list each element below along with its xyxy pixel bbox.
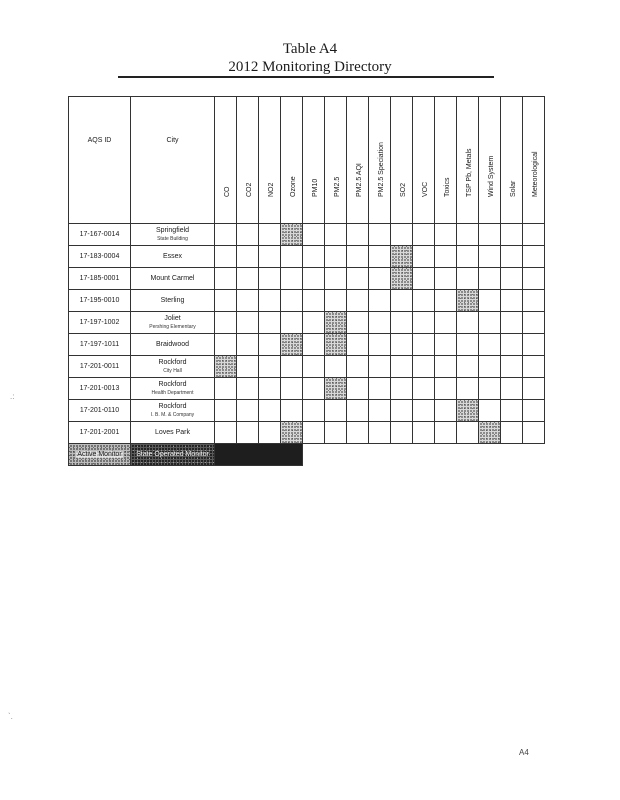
empty-cell <box>237 356 259 378</box>
empty-cell <box>347 334 369 356</box>
header-pollutant-label: NO2 <box>267 182 275 197</box>
empty-cell <box>303 378 325 400</box>
aqs-id-cell: 17-197-1011 <box>69 334 131 356</box>
empty-cell <box>369 290 391 312</box>
empty-cell <box>501 422 523 444</box>
city-cell <box>131 290 215 312</box>
empty-cell <box>523 422 545 444</box>
empty-cell <box>215 422 237 444</box>
empty-cell <box>259 422 281 444</box>
scan-speck: .: <box>10 392 15 401</box>
empty-cell <box>501 290 523 312</box>
city-name: Joliet <box>164 314 181 322</box>
city-location: Health Department <box>151 389 194 396</box>
empty-cell <box>369 312 391 334</box>
empty-cell <box>237 334 259 356</box>
empty-cell <box>413 268 435 290</box>
legend-blank <box>303 444 545 466</box>
table-row <box>69 224 545 246</box>
legend-active-swatch <box>69 444 131 466</box>
empty-cell <box>369 356 391 378</box>
empty-cell <box>281 378 303 400</box>
empty-cell <box>391 356 413 378</box>
empty-cell <box>347 224 369 246</box>
header-pollutant <box>523 97 545 224</box>
empty-cell <box>391 334 413 356</box>
city-cell <box>131 400 215 422</box>
empty-cell <box>501 268 523 290</box>
empty-cell <box>259 356 281 378</box>
empty-cell <box>281 312 303 334</box>
city-cell <box>131 224 215 246</box>
empty-cell <box>501 356 523 378</box>
monitor-mark-cell <box>391 246 413 268</box>
table-row <box>69 334 545 356</box>
empty-cell <box>215 400 237 422</box>
city-cell <box>131 268 215 290</box>
city-name: Essex <box>162 252 183 260</box>
empty-cell <box>303 422 325 444</box>
empty-cell <box>457 356 479 378</box>
empty-cell <box>347 268 369 290</box>
legend-row <box>69 444 545 466</box>
empty-cell <box>369 268 391 290</box>
empty-cell <box>369 400 391 422</box>
empty-cell <box>391 378 413 400</box>
empty-cell <box>347 400 369 422</box>
aqs-id-cell: 17-195-0010 <box>69 290 131 312</box>
empty-cell <box>435 422 457 444</box>
header-pollutant-label: SO2 <box>399 182 407 197</box>
empty-cell <box>523 224 545 246</box>
empty-cell <box>237 246 259 268</box>
empty-cell <box>259 290 281 312</box>
empty-cell <box>303 356 325 378</box>
empty-cell <box>347 312 369 334</box>
empty-cell <box>303 334 325 356</box>
empty-cell <box>281 356 303 378</box>
header-pollutant-label: Ozone <box>289 176 297 197</box>
empty-cell <box>325 356 347 378</box>
empty-cell <box>435 378 457 400</box>
table-row <box>69 378 545 400</box>
title-block <box>0 40 620 76</box>
empty-cell <box>413 290 435 312</box>
monitor-mark-cell <box>391 268 413 290</box>
table-row <box>69 290 545 312</box>
empty-cell <box>413 312 435 334</box>
empty-cell <box>457 422 479 444</box>
city-cell <box>131 356 215 378</box>
empty-cell <box>347 378 369 400</box>
header-pollutant-label: Meteorological <box>531 151 539 197</box>
empty-cell <box>369 334 391 356</box>
header-pollutant <box>479 97 501 224</box>
empty-cell <box>413 378 435 400</box>
city-location: City Hall <box>163 367 182 374</box>
header-pollutant-label: PM2.5 Speciation <box>377 142 385 197</box>
monitoring-directory-table <box>68 96 545 466</box>
page-number: A4 <box>519 748 529 757</box>
empty-cell <box>303 400 325 422</box>
empty-cell <box>479 268 501 290</box>
empty-cell <box>413 356 435 378</box>
header-pollutant-label: VOC <box>421 181 429 197</box>
empty-cell <box>435 312 457 334</box>
empty-cell <box>501 224 523 246</box>
city-cell <box>131 334 215 356</box>
table-subtitle: 2012 Monitoring Directory <box>228 59 392 75</box>
empty-cell <box>325 224 347 246</box>
empty-cell <box>457 312 479 334</box>
city-name: Mount Carmel <box>150 274 195 282</box>
header-pollutant-label: Toxics <box>443 177 451 197</box>
empty-cell <box>523 400 545 422</box>
empty-cell <box>457 268 479 290</box>
empty-cell <box>413 246 435 268</box>
empty-cell <box>259 246 281 268</box>
empty-cell <box>391 224 413 246</box>
monitor-mark-cell <box>281 422 303 444</box>
empty-cell <box>523 290 545 312</box>
empty-cell <box>479 400 501 422</box>
header-pollutant-label: Solar <box>509 180 517 197</box>
empty-cell <box>369 378 391 400</box>
empty-cell <box>237 312 259 334</box>
header-pollutant <box>215 97 237 224</box>
empty-cell <box>523 268 545 290</box>
empty-cell <box>479 356 501 378</box>
empty-cell <box>369 224 391 246</box>
header-pollutant <box>259 97 281 224</box>
city-name: Loves Park <box>154 428 191 436</box>
empty-cell <box>479 246 501 268</box>
table-row <box>69 246 545 268</box>
empty-cell <box>523 312 545 334</box>
empty-cell <box>501 334 523 356</box>
header-pollutant <box>325 97 347 224</box>
table-row <box>69 356 545 378</box>
empty-cell <box>457 378 479 400</box>
empty-cell <box>325 290 347 312</box>
empty-cell <box>501 312 523 334</box>
monitor-mark-cell <box>457 290 479 312</box>
empty-cell <box>435 334 457 356</box>
header-pollutant-label: PM2.5 AQI <box>355 163 363 197</box>
empty-cell <box>391 290 413 312</box>
empty-cell <box>523 356 545 378</box>
table-title: Table A4 <box>282 41 338 57</box>
monitor-mark-cell <box>479 422 501 444</box>
empty-cell <box>325 268 347 290</box>
empty-cell <box>435 290 457 312</box>
empty-cell <box>479 224 501 246</box>
empty-cell <box>237 400 259 422</box>
empty-cell <box>215 246 237 268</box>
header-pollutant <box>237 97 259 224</box>
header-pollutant <box>303 97 325 224</box>
monitor-mark-cell <box>281 334 303 356</box>
empty-cell <box>435 268 457 290</box>
city-name: Braidwood <box>155 340 190 348</box>
city-name: Sterling <box>160 296 185 304</box>
city-location: State Building <box>157 235 188 242</box>
header-pollutant-label: PM10 <box>311 178 319 197</box>
aqs-id-cell: 17-201-0110 <box>69 400 131 422</box>
header-city: City <box>131 97 215 224</box>
aqs-id-cell: 17-201-0013 <box>69 378 131 400</box>
monitor-mark-cell <box>215 356 237 378</box>
empty-cell <box>259 334 281 356</box>
empty-cell <box>281 268 303 290</box>
empty-cell <box>413 422 435 444</box>
header-pollutant <box>391 97 413 224</box>
empty-cell <box>435 400 457 422</box>
header-row <box>69 97 545 224</box>
city-name: Rockford <box>158 358 187 366</box>
empty-cell <box>523 246 545 268</box>
aqs-id-cell: 17-183-0004 <box>69 246 131 268</box>
table-row <box>69 268 545 290</box>
scan-speck: `. <box>8 712 13 721</box>
empty-cell <box>413 334 435 356</box>
header-pollutant <box>457 97 479 224</box>
empty-cell <box>281 400 303 422</box>
city-cell <box>131 422 215 444</box>
empty-cell <box>281 246 303 268</box>
header-pollutant-label: PM2.5 <box>333 176 341 197</box>
header-pollutant <box>347 97 369 224</box>
empty-cell <box>457 334 479 356</box>
empty-cell <box>259 378 281 400</box>
empty-cell <box>215 268 237 290</box>
header-pollutant-label: CO <box>223 186 231 197</box>
city-location: Pershing Elementary <box>149 323 196 330</box>
empty-cell <box>303 312 325 334</box>
empty-cell <box>347 246 369 268</box>
table-row <box>69 400 545 422</box>
monitor-mark-cell <box>325 334 347 356</box>
aqs-id-cell: 17-201-0011 <box>69 356 131 378</box>
empty-cell <box>303 290 325 312</box>
city-location: I. B. M. & Company <box>150 411 195 418</box>
empty-cell <box>281 290 303 312</box>
empty-cell <box>369 422 391 444</box>
empty-cell <box>303 268 325 290</box>
empty-cell <box>501 400 523 422</box>
empty-cell <box>325 246 347 268</box>
empty-cell <box>479 290 501 312</box>
empty-cell <box>391 312 413 334</box>
empty-cell <box>215 378 237 400</box>
empty-cell <box>501 246 523 268</box>
monitor-mark-cell <box>325 378 347 400</box>
empty-cell <box>369 246 391 268</box>
header-pollutant <box>501 97 523 224</box>
header-pollutant <box>281 97 303 224</box>
empty-cell <box>237 378 259 400</box>
empty-cell <box>479 378 501 400</box>
empty-cell <box>215 224 237 246</box>
empty-cell <box>413 224 435 246</box>
empty-cell <box>523 334 545 356</box>
city-name: Rockford <box>158 402 187 410</box>
empty-cell <box>325 422 347 444</box>
table-row <box>69 312 545 334</box>
city-cell <box>131 378 215 400</box>
empty-cell <box>413 400 435 422</box>
empty-cell <box>479 312 501 334</box>
legend-state-swatch <box>131 444 215 466</box>
empty-cell <box>347 422 369 444</box>
aqs-id-cell: 17-167-0014 <box>69 224 131 246</box>
monitor-mark-cell <box>281 224 303 246</box>
legend-state-label: State Operated Monitor <box>136 451 209 458</box>
city-name: Rockford <box>158 380 187 388</box>
empty-cell <box>347 290 369 312</box>
header-pollutant-label: TSP Pb, Metals <box>465 148 473 197</box>
table-row <box>69 422 545 444</box>
empty-cell <box>391 400 413 422</box>
header-aqs-id: AQS ID <box>69 97 131 224</box>
empty-cell <box>523 378 545 400</box>
empty-cell <box>215 334 237 356</box>
aqs-id-cell: 17-185-0001 <box>69 268 131 290</box>
aqs-id-cell: 17-201-2001 <box>69 422 131 444</box>
empty-cell <box>237 290 259 312</box>
header-pollutant <box>435 97 457 224</box>
empty-cell <box>479 334 501 356</box>
header-pollutant <box>369 97 391 224</box>
aqs-id-cell: 17-197-1002 <box>69 312 131 334</box>
city-name: Springfield <box>155 226 190 234</box>
legend-dark-block <box>215 444 303 466</box>
empty-cell <box>303 246 325 268</box>
empty-cell <box>215 290 237 312</box>
empty-cell <box>435 246 457 268</box>
monitor-mark-cell <box>325 312 347 334</box>
empty-cell <box>435 356 457 378</box>
empty-cell <box>457 246 479 268</box>
empty-cell <box>259 400 281 422</box>
empty-cell <box>303 224 325 246</box>
header-pollutant-label: Wind System <box>487 155 495 197</box>
header-pollutant <box>413 97 435 224</box>
empty-cell <box>259 268 281 290</box>
city-cell <box>131 246 215 268</box>
empty-cell <box>237 422 259 444</box>
empty-cell <box>347 356 369 378</box>
header-pollutant-label: CO2 <box>245 182 253 197</box>
empty-cell <box>259 312 281 334</box>
empty-cell <box>501 378 523 400</box>
empty-cell <box>237 224 259 246</box>
monitor-mark-cell <box>457 400 479 422</box>
empty-cell <box>215 312 237 334</box>
empty-cell <box>457 224 479 246</box>
empty-cell <box>325 400 347 422</box>
city-cell <box>131 312 215 334</box>
empty-cell <box>259 224 281 246</box>
empty-cell <box>237 268 259 290</box>
empty-cell <box>435 224 457 246</box>
empty-cell <box>391 422 413 444</box>
title-underline <box>118 76 494 78</box>
legend-active-label: Active Monitor <box>77 451 122 458</box>
